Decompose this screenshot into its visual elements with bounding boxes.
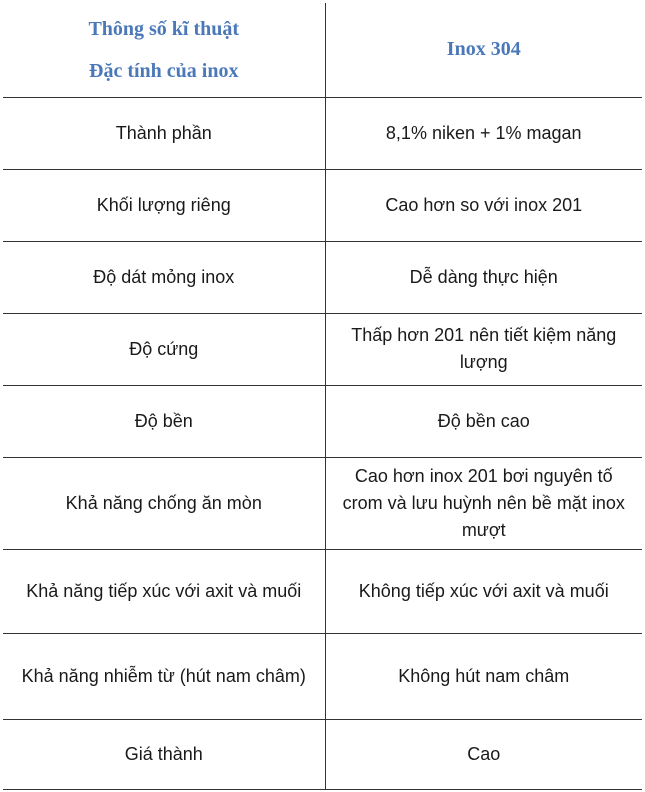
value-cell: Độ bền cao xyxy=(325,385,642,457)
header-product-cell: Inox 304 xyxy=(325,3,642,97)
header-property-cell xyxy=(3,3,325,97)
value-cell: Không hút nam châm xyxy=(325,633,642,719)
property-cell: Độ bền xyxy=(3,385,325,457)
table-row xyxy=(3,241,642,313)
property-cell: Thành phần xyxy=(3,97,325,169)
header-title-line1: Thông số kĩ thuật xyxy=(88,17,240,40)
value-cell: Cao xyxy=(325,719,642,789)
property-cell: Giá thành xyxy=(3,719,325,789)
value-cell: Không tiếp xúc với axit và muối xyxy=(325,549,642,633)
property-cell: Khả năng nhiễm từ (hút nam châm) xyxy=(3,633,325,719)
table-header-row xyxy=(3,3,642,97)
table-row xyxy=(3,313,642,385)
value-cell: 8,1% niken + 1% magan xyxy=(325,97,642,169)
value-cell: Dễ dàng thực hiện xyxy=(325,241,642,313)
property-cell: Khối lượng riêng xyxy=(3,169,325,241)
table-row xyxy=(3,549,642,633)
property-cell: Khả năng chống ăn mòn xyxy=(3,457,325,549)
header-title-line2: Đặc tính của inox xyxy=(89,59,239,82)
value-cell: Thấp hơn 201 nên tiết kiệm năng lượng xyxy=(325,313,642,385)
table-row xyxy=(3,457,642,549)
property-cell: Độ dát mỏng inox xyxy=(3,241,325,313)
table-row xyxy=(3,385,642,457)
property-cell: Khả năng tiếp xúc với axit và muối xyxy=(3,549,325,633)
spec-table xyxy=(3,3,642,790)
table-row xyxy=(3,169,642,241)
table-row xyxy=(3,633,642,719)
table-row xyxy=(3,719,642,789)
property-cell: Độ cứng xyxy=(3,313,325,385)
value-cell: Cao hơn so với inox 201 xyxy=(325,169,642,241)
table-row xyxy=(3,97,642,169)
value-cell: Cao hơn inox 201 bơi nguyên tố crom và lưu huỳnh nên bề mặt inox mượt xyxy=(325,457,642,549)
